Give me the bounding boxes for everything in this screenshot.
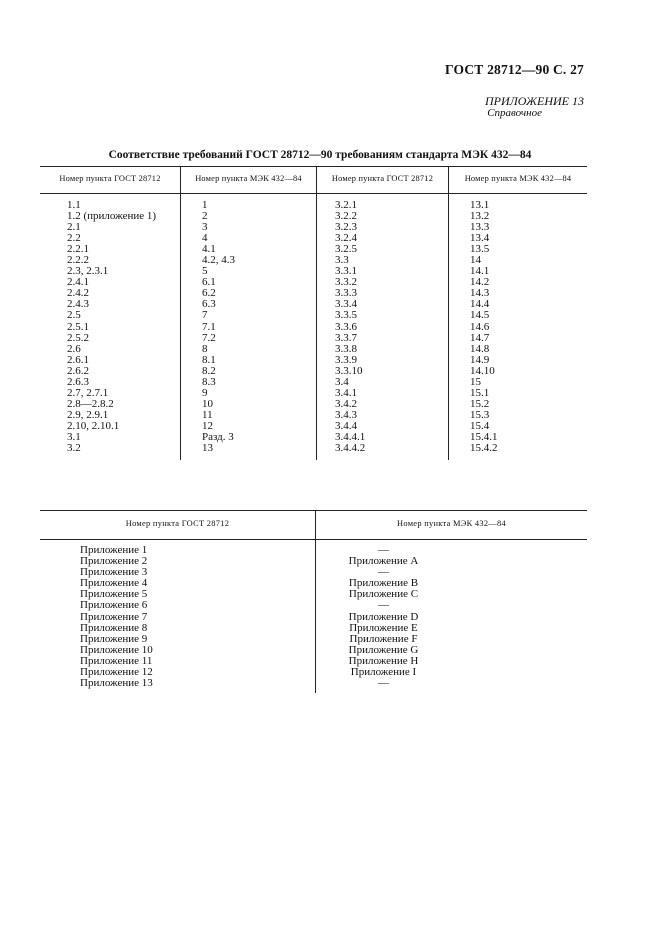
table-cell: 2.6 <box>67 342 81 355</box>
table-cell: 2 <box>202 210 208 223</box>
table-cell: 3.4.4.1 <box>335 430 366 443</box>
appendix-label: ПРИЛОЖЕНИЕ 13 <box>485 94 584 108</box>
table-cell: 13.3 <box>470 221 490 234</box>
table-cell: 8.2 <box>202 364 216 377</box>
table-cell: 3.2 <box>67 442 81 455</box>
table-cell: 8 <box>202 342 208 355</box>
table-cell: 2.6.2 <box>67 364 89 377</box>
table-cell: 3.4.4 <box>335 419 357 432</box>
table-cell: 5 <box>202 265 208 278</box>
table-cell: 6.3 <box>202 298 216 311</box>
table-cell: Приложение 12 <box>80 666 153 679</box>
page-number-header: ГОСТ 28712—90 С. 27 <box>445 62 584 77</box>
column-gost-1 <box>67 200 156 454</box>
table-cell: 12 <box>202 419 213 432</box>
table-cell: 3.3.3 <box>335 287 357 300</box>
table-cell: 14.10 <box>470 364 495 377</box>
table-cell: 4.1 <box>202 243 216 256</box>
table-cell: 2.5 <box>67 309 81 322</box>
table-cell: Приложение 7 <box>80 610 148 623</box>
table-cell: 3.2.5 <box>335 243 357 256</box>
column-iec-1 <box>202 200 235 454</box>
table-cell: Приложение 6 <box>80 599 148 612</box>
table-cell: 1.2 (приложение 1) <box>67 210 157 223</box>
table-cell: 14 <box>470 254 481 267</box>
table-cell: 2.2.1 <box>67 243 89 256</box>
table-cell: 2.2.2 <box>67 254 89 267</box>
table-cell: 2.4.1 <box>67 276 89 289</box>
table-cell: 3.3.10 <box>335 364 363 377</box>
table-cell: 13 <box>202 442 213 455</box>
table-cell: 3 <box>202 221 208 234</box>
table-cell: Приложение Е <box>349 621 418 634</box>
table-cell: 2.5.2 <box>67 331 89 344</box>
table-cell: 14.7 <box>470 331 490 344</box>
table-cell: 3.2.2 <box>335 210 357 223</box>
table-cell: 2.8—2.8.2 <box>67 397 114 410</box>
table-cell: 7.1 <box>202 320 216 333</box>
table-cell: 3.3 <box>335 254 349 267</box>
table-cell: 1 <box>202 199 208 211</box>
table-cell: Приложение С <box>348 588 419 601</box>
table-cell: 8.3 <box>202 375 216 388</box>
table-cell: 8.1 <box>202 353 216 366</box>
table-cell: 7.2 <box>202 331 216 344</box>
table-cell: Приложение 9 <box>80 632 148 645</box>
table-cell: 15.2 <box>470 397 490 410</box>
table-top-border <box>40 166 587 167</box>
table-cell: 15.4.2 <box>470 442 498 455</box>
table-cell: Приложение 3 <box>80 566 148 579</box>
table-cell: Приложение 2 <box>80 555 148 568</box>
table-cell: 1.1 <box>67 199 81 211</box>
table-cell: 15.4 <box>470 419 490 432</box>
table-cell: 3.3.7 <box>335 331 357 344</box>
table-cell: Приложение 10 <box>80 643 153 656</box>
table-cell: 14.9 <box>470 353 490 366</box>
table-cell: Приложение F <box>349 632 418 645</box>
table-cell: 2.9, 2.9.1 <box>67 408 109 421</box>
table-top-border <box>40 510 587 511</box>
table-cell: 3.3.8 <box>335 342 357 355</box>
column-header: Номер пункта МЭК 432—84 <box>397 519 506 528</box>
table-cell: Приложение 11 <box>80 654 153 667</box>
table-cell: 15.4.1 <box>470 430 498 443</box>
table-cell: 13.2 <box>470 210 490 223</box>
table-cell: Приложение 8 <box>80 621 148 634</box>
table-cell: 2.2 <box>67 232 81 245</box>
table-cell: 3.4.2 <box>335 397 357 410</box>
table-cell: 13.1 <box>470 199 490 211</box>
table-cell: 2.4.2 <box>67 287 89 300</box>
table-cell: 3.4.3 <box>335 408 357 421</box>
table-cell: 3.2.4 <box>335 232 357 245</box>
table-cell: 3.4.1 <box>335 386 357 399</box>
table-cell: 2.5.1 <box>67 320 89 333</box>
appendix-type: Справочное <box>487 107 542 119</box>
table-cell: Приложение В <box>348 577 419 590</box>
table-cell: Разд. 3 <box>202 430 234 443</box>
table-cell: 14.5 <box>470 309 490 322</box>
table-cell: 15.1 <box>470 386 490 399</box>
table-cell: Приложение 4 <box>80 577 148 590</box>
table-header-border <box>40 193 587 194</box>
table-cell: — <box>378 544 389 556</box>
table-cell: 3.2.1 <box>335 199 357 211</box>
column-header: Номер пункта МЭК 432—84 <box>195 174 302 183</box>
column-gost-appendix <box>80 545 153 689</box>
table-cell: 14.3 <box>470 287 490 300</box>
table-cell: 10 <box>202 397 213 410</box>
table-cell: 3.3.9 <box>335 353 357 366</box>
table-cell: Приложение А <box>348 555 419 568</box>
table-cell: 3.2.3 <box>335 221 357 234</box>
table-cell: 14.4 <box>470 298 490 311</box>
table-title: Соответствие требований ГОСТ 28712—90 требованиям стандарта МЭК 432—84 <box>108 149 532 161</box>
table-cell: 14.2 <box>470 276 490 289</box>
table-cell: 6.2 <box>202 287 216 300</box>
table-cell: 13.5 <box>470 243 490 256</box>
table-cell: 2.4.3 <box>67 298 89 311</box>
table-cell: Приложение 5 <box>80 588 148 601</box>
table-cell: — <box>378 599 389 612</box>
table-cell: Приложение 1 <box>80 544 148 556</box>
table-cell: 3.3.6 <box>335 320 357 333</box>
table-cell: 14.1 <box>470 265 490 278</box>
column-divider <box>316 166 317 460</box>
column-iec-appendix <box>336 545 431 689</box>
table-cell: — <box>378 566 389 579</box>
table-cell: 3.3.4 <box>335 298 357 311</box>
table-cell: 15.3 <box>470 408 490 421</box>
column-iec-2 <box>470 200 498 454</box>
table-cell: 9 <box>202 386 208 399</box>
table-cell: 2.6.3 <box>67 375 89 388</box>
table-cell: 2.10, 2.10.1 <box>67 419 120 432</box>
column-divider <box>315 510 316 693</box>
table-header-border <box>40 539 587 540</box>
column-divider <box>180 166 181 460</box>
table-cell: 3.4.4.2 <box>335 442 366 455</box>
column-header: Номер пункта ГОСТ 28712 <box>59 174 161 183</box>
table-cell: 2.6.1 <box>67 353 89 366</box>
column-header: Номер пункта ГОСТ 28712 <box>331 174 434 183</box>
table-cell: Приложение G <box>348 643 419 656</box>
table-cell: Приложение D <box>348 610 419 623</box>
table-cell: 4.2, 4.3 <box>202 254 235 267</box>
table-cell: 14.6 <box>470 320 490 333</box>
column-header: Номер пункта МЭК 432—84 <box>464 174 572 183</box>
table-cell: 3.3.2 <box>335 276 357 289</box>
table-cell: 3.4 <box>335 375 349 388</box>
table-cell: 4 <box>202 232 208 245</box>
table-cell: Приложение Н <box>348 654 419 667</box>
column-divider <box>448 166 449 460</box>
table-cell: 15 <box>470 375 481 388</box>
table-cell: 2.1 <box>67 221 81 234</box>
table-cell: Приложение 13 <box>80 677 153 690</box>
table-cell: 3.3.1 <box>335 265 357 278</box>
table-cell: 3.1 <box>67 430 81 443</box>
table-cell: 11 <box>202 408 213 421</box>
table-cell: 13.4 <box>470 232 490 245</box>
column-gost-2 <box>335 200 365 454</box>
column-header: Номер пункта ГОСТ 28712 <box>125 519 230 528</box>
table-cell: 3.3.5 <box>335 309 357 322</box>
table-cell: Приложение I <box>350 666 417 679</box>
table-cell: 14.8 <box>470 342 490 355</box>
table-cell: 6.1 <box>202 276 216 289</box>
table-cell: 2.3, 2.3.1 <box>67 265 109 278</box>
table-cell: — <box>378 677 389 690</box>
table-cell: 7 <box>202 309 208 322</box>
table-cell: 2.7, 2.7.1 <box>67 386 109 399</box>
